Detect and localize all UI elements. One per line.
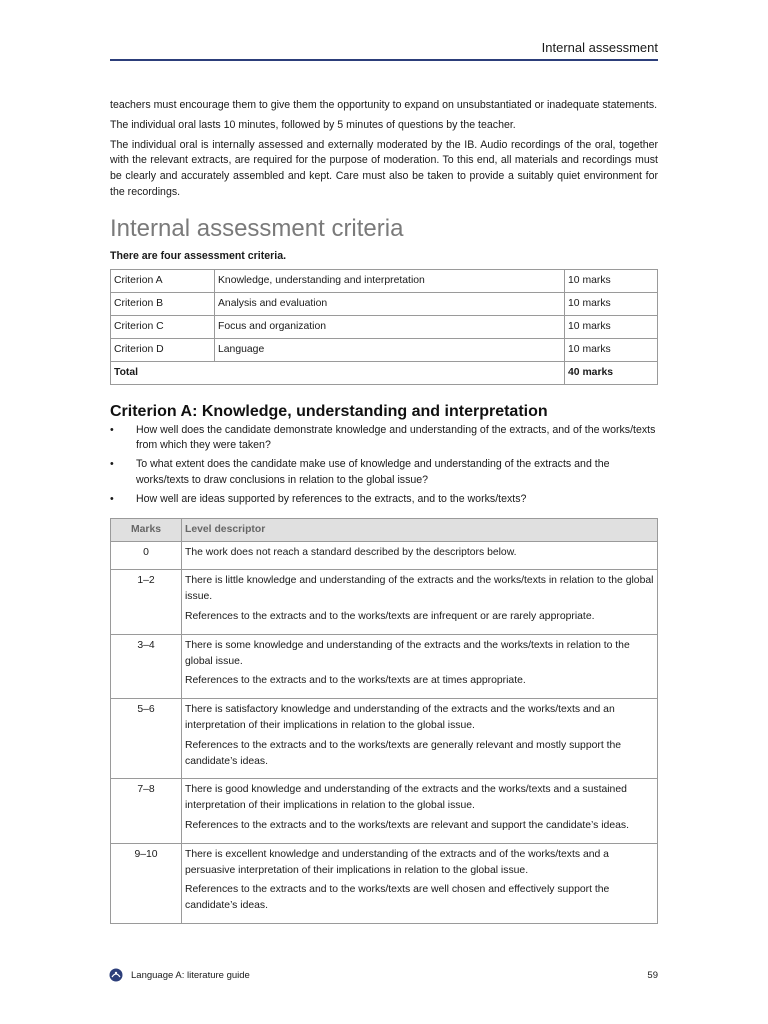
descriptor-text: There is little knowledge and understanding of the extracts and the works/texts in relation to the global issue. xyxy=(185,575,654,603)
descriptor-text: There is satisfactory knowledge and understanding of the extracts and the works/texts and an interpretation of their implications in relation to the global issue. xyxy=(185,704,615,731)
level-descriptor xyxy=(182,634,658,698)
bullet-icon: • xyxy=(110,458,114,471)
ib-logo-icon xyxy=(109,968,123,982)
level-descriptor xyxy=(182,541,658,570)
criterion-marks: 10 marks xyxy=(565,292,658,315)
list-item xyxy=(110,423,658,455)
running-header: Internal assessment xyxy=(541,40,658,55)
descriptor-text: References to the extracts and to the works/texts are relevant and support the candidate’s ideas. xyxy=(185,819,629,831)
list-item xyxy=(110,492,658,508)
level-marks: 9–10 xyxy=(111,843,182,923)
intro-paragraph: The individual oral is internally assessed and externally moderated by the IB. Audio recordings of the oral, together with the relevant extracts, are required for the purpose of moderation. To this end, all materials and recordings must be clearly and accurately assembled and kept. Care must also be taken to provide a suitably quiet environment for the recordings. xyxy=(110,138,658,198)
section-title: Internal assessment criteria xyxy=(110,214,404,242)
level-descriptor xyxy=(182,699,658,779)
table-row xyxy=(111,570,658,634)
level-descriptor xyxy=(182,779,658,843)
marks-header: Marks xyxy=(111,518,182,541)
descriptor-header: Level descriptor xyxy=(182,518,658,541)
total-row xyxy=(111,361,658,384)
table-header-row xyxy=(111,518,658,541)
level-descriptor xyxy=(182,843,658,923)
table-row xyxy=(111,843,658,923)
criterion-label: Criterion B xyxy=(111,292,215,315)
criterion-a-title: Criterion A: Knowledge, understanding and interpretation xyxy=(110,402,548,420)
table-row xyxy=(111,338,658,361)
table-row xyxy=(111,269,658,292)
criterion-marks: 10 marks xyxy=(565,338,658,361)
criterion-name: Focus and organization xyxy=(215,315,565,338)
descriptor-text: The work does not reach a standard described by the descriptors below. xyxy=(185,546,517,558)
page-content xyxy=(110,98,658,924)
section-intro: There are four assessment criteria. xyxy=(110,249,287,262)
criterion-marks: 10 marks xyxy=(565,269,658,292)
table-row xyxy=(111,634,658,698)
criteria-table xyxy=(110,269,658,385)
table-row xyxy=(111,315,658,338)
criterion-label: Criterion C xyxy=(111,315,215,338)
criterion-label: Criterion D xyxy=(111,338,215,361)
criterion-name: Analysis and evaluation xyxy=(215,292,565,315)
level-marks: 7–8 xyxy=(111,779,182,843)
level-marks: 5–6 xyxy=(111,699,182,779)
bullet-icon: • xyxy=(110,423,114,436)
criterion-marks: 10 marks xyxy=(565,315,658,338)
total-marks: 40 marks xyxy=(565,361,658,384)
level-descriptor xyxy=(182,570,658,634)
criterion-a-questions xyxy=(110,423,658,508)
table-row xyxy=(111,541,658,570)
footer-guide-title: Language A: literature guide xyxy=(131,970,250,981)
intro-paragraph: teachers must encourage them to give them the opportunity to expand on unsubstantiated or inadequate statements. xyxy=(110,99,658,111)
descriptor-text: There is good knowledge and understanding of the extracts and the works/texts and a sustained interpretation of their implications in relation to the global issue. xyxy=(185,784,627,812)
table-row xyxy=(111,779,658,843)
criterion-name: Knowledge, understanding and interpretation xyxy=(215,269,565,292)
table-row xyxy=(111,292,658,315)
descriptor-text: References to the extracts and to the works/texts are infrequent or are rarely appropriate. xyxy=(185,610,595,622)
page-number: 59 xyxy=(647,970,658,981)
level-marks: 1–2 xyxy=(111,570,182,634)
header-rule xyxy=(110,59,658,61)
bullet-icon: • xyxy=(110,492,114,505)
list-item xyxy=(110,457,658,489)
level-marks: 3–4 xyxy=(111,634,182,698)
question-text: How well does the candidate demonstrate knowledge and understanding of the extracts, and of the works/texts from which they were taken? xyxy=(136,423,656,452)
total-label: Total xyxy=(111,361,565,384)
question-text: How well are ideas supported by references to the extracts, and to the works/texts? xyxy=(136,492,527,505)
descriptor-text: There is excellent knowledge and understanding of the extracts and of the works/texts and a persuasive interpretation of their implications in relation to the global issue. xyxy=(185,848,609,876)
descriptor-text: References to the extracts and to the works/texts are well chosen and effectively support the candidate’s ideas. xyxy=(185,884,610,912)
descriptor-text: References to the extracts and to the works/texts are generally relevant and mostly support the candidate’s ideas. xyxy=(185,739,622,767)
level-descriptor-table xyxy=(110,518,658,924)
criterion-label: Criterion A xyxy=(111,269,215,292)
descriptor-text: References to the extracts and to the works/texts are at times appropriate. xyxy=(185,675,526,687)
descriptor-text: There is some knowledge and understanding of the extracts and the works/texts in relation to the global issue. xyxy=(185,639,630,667)
criterion-name: Language xyxy=(215,338,565,361)
table-row xyxy=(111,699,658,779)
question-text: To what extent does the candidate make use of knowledge and understanding of the extracts and the works/texts to draw conclusions in relation to the global issue? xyxy=(136,458,610,486)
level-marks: 0 xyxy=(111,541,182,570)
intro-paragraph: The individual oral lasts 10 minutes, followed by 5 minutes of questions by the teacher. xyxy=(110,118,516,131)
